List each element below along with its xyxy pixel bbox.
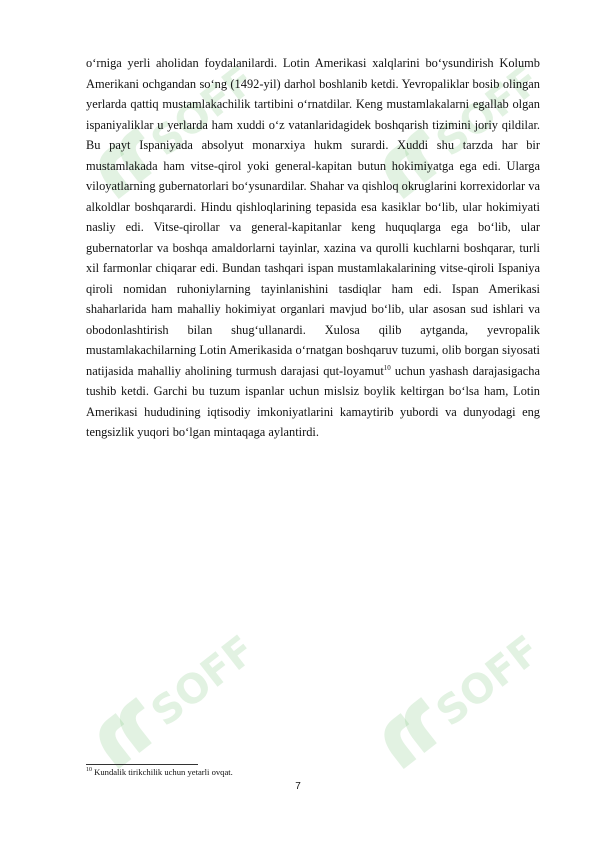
footnote-reference[interactable]: 10 bbox=[383, 363, 391, 372]
svg-text:SOFF: SOFF bbox=[427, 57, 549, 166]
svg-text:SOFF: SOFF bbox=[142, 627, 264, 736]
soff-watermark bbox=[75, 625, 264, 775]
soff-watermark-logo-icon bbox=[360, 625, 549, 775]
footnote-number: 10 bbox=[86, 767, 92, 774]
body-paragraph bbox=[86, 53, 540, 443]
svg-text:SOFF: SOFF bbox=[427, 627, 549, 736]
footnote-separator bbox=[86, 764, 198, 765]
page-number: 7 bbox=[295, 781, 301, 792]
body-text-part: o‘rniga yerli aholidan foydalanilardi. Lotin Amerikasi xalqlarini bo‘ysundirish Kolumb Amerikani ochgandan so‘ng (1492-yil) darhol boshlanib ketdi. Yevropaliklar bosib olingan yerlarda qattiq mustamlakachilik tartibini o‘rnatdilar. Keng mustamlakalarni egallab olgan ispaniyaliklar u yerlarda ham xuddi o‘z vatanlaridagidek boshqarish tizimini joriy qildilar. Bu payt Ispaniyada absolyut monarxiya hukm surardi. Xuddi shu tarzda har bir mustamlakada ham vitse-qirol yoki general-kapitan butun hokimiyatga ega edi. Ularga viloyatlarning gubernatorlari bo‘ysunardilar. Shahar va qishloq okruglarini korrexidorlar va alkoldlar boshqarardi. Hindu qishloqlarining tepasida esa kasiklar bo‘lib, ular hokimiyati nasliy edi. Vitse-qirollar va general-kapitanlar keng huquqlarga ega bo‘lib, ular gubernatorlar va boshqa amaldorlarni tayinlar, xazina va qurolli kuchlarni boshqarar, turli xil farmonlar chiqarar edi. Bundan tashqari ispan mustamlakalarining vitse-qiroli Ispaniya qiroli nomidan ruhoniylarning tayinlanishini tasdiqlar ham edi. Ispan Amerikasi shaharlarida ham mahalliy hokimiyat organlari mavjud bo‘lib, ular asosan sud ishlari va obodonlashtirish bilan shug‘ullanardi. Xulosa qilib aytganda, yevropalik mustamlakachilarning Lotin Amerikasida o‘rnatgan boshqaruv tuzumi, olib borgan siyosati natijasida mahalliy aholining turmush darajasi qut-loyamut bbox=[86, 56, 540, 378]
soff-watermark bbox=[360, 625, 549, 775]
body-text-part: uchun yashash darajasigacha tushib ketdi. Garchi bu tuzum ispanlar uchun mislsiz boylik keltirgan bo‘lsa ham, Lotin Amerikasi hududining iqtisodiy imkoniyatlarini kamaytirib yubordi va dunyodagi eng tengsizlik yuqori bo‘lgan mintaqaga aylantirdi. bbox=[86, 363, 540, 439]
footnote-text: Kundalik tirikchilik uchun yetarli ovqat. bbox=[92, 767, 233, 777]
soff-watermark-logo-icon bbox=[75, 625, 264, 775]
footnote bbox=[86, 767, 233, 778]
svg-text:SOFF: SOFF bbox=[142, 57, 264, 166]
